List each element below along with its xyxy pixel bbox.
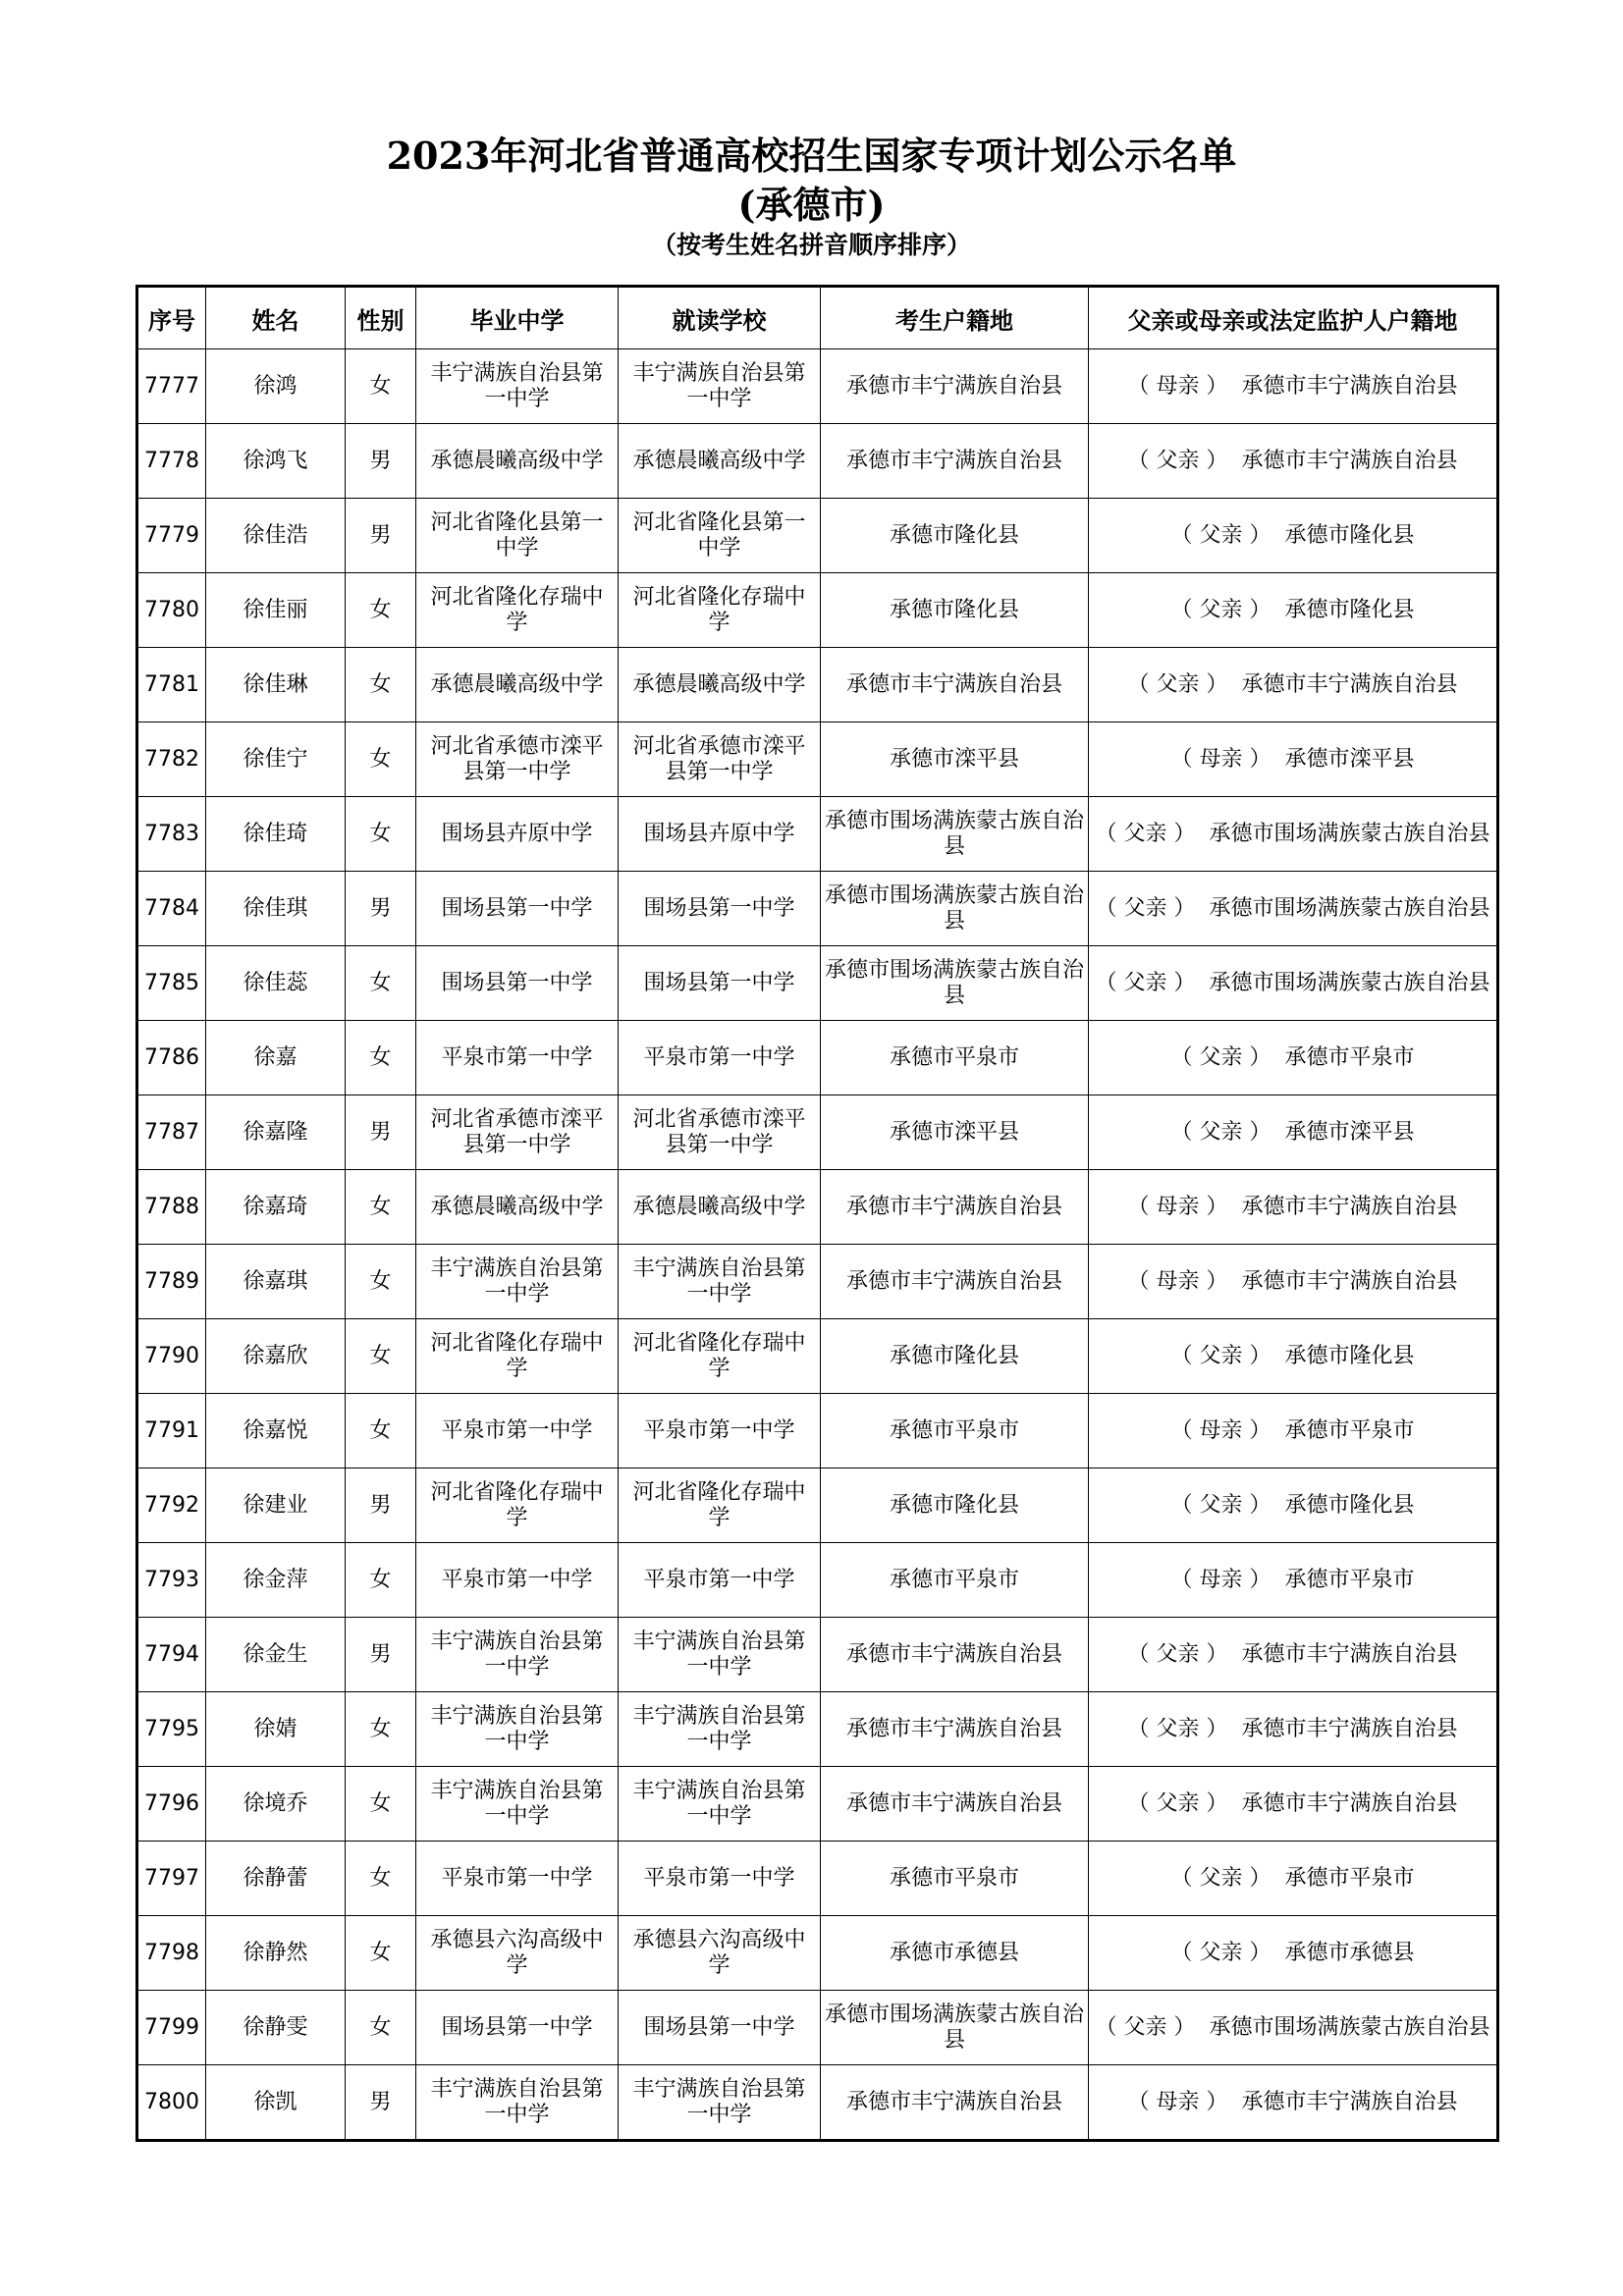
student-hukou-cell: 承德市平泉市 (821, 1842, 1089, 1916)
guardian-relation: （ 父亲 ） (1095, 821, 1196, 846)
gender-cell: 男 (346, 499, 416, 573)
guardian-hukou-cell (1089, 1021, 1498, 1095)
student-hukou-cell: 承德市隆化县 (821, 499, 1089, 573)
gender-cell: 女 (346, 1245, 416, 1319)
student-hukou-cell: 承德市隆化县 (821, 573, 1089, 648)
guardian-place: 承德市丰宁满族自治县 (1241, 1268, 1458, 1294)
current-school-cell: 河北省隆化县第一中学 (619, 499, 821, 573)
seq-cell: 7799 (137, 1991, 206, 2065)
current-school-cell: 平泉市第一中学 (619, 1021, 821, 1095)
gender-cell: 女 (346, 573, 416, 648)
guardian-place: 承德市承德县 (1284, 1940, 1415, 1965)
name-cell: 徐静雯 (206, 1991, 346, 2065)
student-hukou-cell: 承德市围场满族蒙古族自治县 (821, 797, 1089, 872)
current-school-cell: 河北省承德市滦平县第一中学 (619, 722, 821, 797)
name-cell: 徐静蕾 (206, 1842, 346, 1916)
current-school-cell: 承德县六沟高级中学 (619, 1916, 821, 1991)
table-row (137, 1170, 1498, 1245)
seq-cell: 7781 (137, 648, 206, 722)
guardian-relation: （ 母亲 ） (1127, 1268, 1228, 1294)
guardian-hukou-cell (1089, 1991, 1498, 2065)
seq-cell: 7787 (137, 1095, 206, 1170)
header-name: 姓名 (206, 287, 346, 349)
page-title: 2023年河北省普通高校招生国家专项计划公示名单 (386, 133, 1237, 178)
guardian-hukou-cell (1089, 2065, 1498, 2141)
table-row (137, 946, 1498, 1021)
gender-cell: 女 (346, 946, 416, 1021)
seq-cell: 7790 (137, 1319, 206, 1394)
name-cell: 徐境乔 (206, 1767, 346, 1842)
guardian-place: 承德市隆化县 (1284, 1492, 1415, 1518)
guardian-place: 承德市围场满族蒙古族自治县 (1209, 895, 1490, 921)
name-cell: 徐嘉琪 (206, 1245, 346, 1319)
name-cell: 徐佳琳 (206, 648, 346, 722)
gender-cell: 女 (346, 1767, 416, 1842)
student-hukou-cell: 承德市围场满族蒙古族自治县 (821, 946, 1089, 1021)
current-school-cell: 围场县第一中学 (619, 1991, 821, 2065)
guardian-place: 承德市丰宁满族自治县 (1241, 671, 1458, 697)
guardian-relation: （ 母亲 ） (1127, 1194, 1228, 1219)
guardian-place: 承德市围场满族蒙古族自治县 (1209, 970, 1490, 995)
gender-cell: 女 (346, 1842, 416, 1916)
guardian-hukou-cell (1089, 349, 1498, 424)
table-row (137, 1394, 1498, 1468)
table-row (137, 1767, 1498, 1842)
student-hukou-cell: 承德市丰宁满族自治县 (821, 349, 1089, 424)
student-hukou-cell: 承德市丰宁满族自治县 (821, 1692, 1089, 1767)
table-row (137, 1618, 1498, 1692)
guardian-hukou-cell (1089, 424, 1498, 499)
table-row (137, 1692, 1498, 1767)
guardian-place: 承德市滦平县 (1284, 1119, 1415, 1145)
gender-cell: 男 (346, 872, 416, 946)
seq-cell: 7795 (137, 1692, 206, 1767)
graduated-school-cell: 河北省隆化存瑞中学 (416, 1319, 619, 1394)
student-hukou-cell: 承德市平泉市 (821, 1394, 1089, 1468)
header-guardian-hukou: 父亲或母亲或法定监护人户籍地 (1089, 287, 1498, 349)
guardian-hukou-cell (1089, 573, 1498, 648)
graduated-school-cell: 丰宁满族自治县第一中学 (416, 1245, 619, 1319)
gender-cell: 女 (346, 1021, 416, 1095)
graduated-school-cell: 承德县六沟高级中学 (416, 1916, 619, 1991)
gender-cell: 女 (346, 1991, 416, 2065)
guardian-hukou-cell (1089, 1095, 1498, 1170)
guardian-relation: （ 父亲 ） (1127, 1790, 1228, 1816)
seq-cell: 7784 (137, 872, 206, 946)
header-current-school: 就读学校 (619, 287, 821, 349)
header-graduated-school: 毕业中学 (416, 287, 619, 349)
graduated-school-cell: 承德晨曦高级中学 (416, 1170, 619, 1245)
name-cell: 徐嘉隆 (206, 1095, 346, 1170)
gender-cell: 女 (346, 1916, 416, 1991)
sort-note: （按考生姓名拼音顺序排序） (651, 231, 971, 259)
name-cell: 徐嘉欣 (206, 1319, 346, 1394)
gender-cell: 女 (346, 1394, 416, 1468)
guardian-hukou-cell (1089, 1916, 1498, 1991)
header-seq: 序号 (137, 287, 206, 349)
graduated-school-cell: 承德晨曦高级中学 (416, 648, 619, 722)
guardian-place: 承德市围场满族蒙古族自治县 (1209, 2014, 1490, 2040)
seq-cell: 7789 (137, 1245, 206, 1319)
seq-cell: 7797 (137, 1842, 206, 1916)
student-hukou-cell: 承德市丰宁满族自治县 (821, 1170, 1089, 1245)
graduated-school-cell: 承德晨曦高级中学 (416, 424, 619, 499)
name-cell: 徐佳丽 (206, 573, 346, 648)
current-school-cell: 河北省隆化存瑞中学 (619, 1319, 821, 1394)
table-row (137, 424, 1498, 499)
guardian-place: 承德市丰宁满族自治县 (1241, 2089, 1458, 2114)
gender-cell: 男 (346, 1095, 416, 1170)
seq-cell: 7792 (137, 1468, 206, 1543)
guardian-relation: （ 父亲 ） (1170, 597, 1271, 622)
guardian-relation: （ 父亲 ） (1127, 448, 1228, 473)
gender-cell: 男 (346, 1468, 416, 1543)
seq-cell: 7793 (137, 1543, 206, 1618)
guardian-place: 承德市隆化县 (1284, 597, 1415, 622)
graduated-school-cell: 围场县第一中学 (416, 1991, 619, 2065)
graduated-school-cell: 河北省承德市滦平县第一中学 (416, 722, 619, 797)
graduated-school-cell: 河北省隆化存瑞中学 (416, 573, 619, 648)
roster-table (135, 285, 1499, 2142)
guardian-relation: （ 母亲 ） (1127, 373, 1228, 399)
guardian-place: 承德市丰宁满族自治县 (1241, 448, 1458, 473)
guardian-hukou-cell (1089, 1842, 1498, 1916)
name-cell: 徐建业 (206, 1468, 346, 1543)
table-row (137, 1021, 1498, 1095)
guardian-place: 承德市滦平县 (1284, 746, 1415, 772)
guardian-relation: （ 父亲 ） (1095, 970, 1196, 995)
seq-cell: 7778 (137, 424, 206, 499)
student-hukou-cell: 承德市承德县 (821, 1916, 1089, 1991)
graduated-school-cell: 丰宁满族自治县第一中学 (416, 1767, 619, 1842)
student-hukou-cell: 承德市丰宁满族自治县 (821, 1618, 1089, 1692)
gender-cell: 女 (346, 1170, 416, 1245)
guardian-hukou-cell (1089, 1543, 1498, 1618)
name-cell: 徐佳琪 (206, 872, 346, 946)
guardian-relation: （ 父亲 ） (1095, 895, 1196, 921)
graduated-school-cell: 平泉市第一中学 (416, 1021, 619, 1095)
guardian-relation: （ 父亲 ） (1127, 671, 1228, 697)
seq-cell: 7800 (137, 2065, 206, 2141)
table-row (137, 1468, 1498, 1543)
guardian-hukou-cell (1089, 1319, 1498, 1394)
guardian-relation: （ 父亲 ） (1170, 1343, 1271, 1368)
gender-cell: 女 (346, 648, 416, 722)
guardian-relation: （ 母亲 ） (1170, 746, 1271, 772)
student-hukou-cell: 承德市围场满族蒙古族自治县 (821, 872, 1089, 946)
student-hukou-cell: 承德市丰宁满族自治县 (821, 2065, 1089, 2141)
guardian-relation: （ 父亲 ） (1127, 1716, 1228, 1741)
guardian-place: 承德市平泉市 (1284, 1865, 1415, 1891)
seq-cell: 7785 (137, 946, 206, 1021)
gender-cell: 女 (346, 722, 416, 797)
guardian-place: 承德市围场满族蒙古族自治县 (1209, 821, 1490, 846)
table-row (137, 1916, 1498, 1991)
student-hukou-cell: 承德市隆化县 (821, 1319, 1089, 1394)
name-cell: 徐嘉悦 (206, 1394, 346, 1468)
name-cell: 徐嘉琦 (206, 1170, 346, 1245)
current-school-cell: 承德晨曦高级中学 (619, 424, 821, 499)
current-school-cell: 丰宁满族自治县第一中学 (619, 2065, 821, 2141)
guardian-hukou-cell (1089, 946, 1498, 1021)
table-row (137, 1319, 1498, 1394)
table-row (137, 1991, 1498, 2065)
graduated-school-cell: 围场县第一中学 (416, 946, 619, 1021)
current-school-cell: 围场县第一中学 (619, 872, 821, 946)
guardian-hukou-cell (1089, 1245, 1498, 1319)
seq-cell: 7786 (137, 1021, 206, 1095)
guardian-hukou-cell (1089, 1468, 1498, 1543)
graduated-school-cell: 平泉市第一中学 (416, 1842, 619, 1916)
guardian-place: 承德市平泉市 (1284, 1567, 1415, 1592)
student-hukou-cell: 承德市滦平县 (821, 722, 1089, 797)
current-school-cell: 平泉市第一中学 (619, 1394, 821, 1468)
name-cell: 徐佳蕊 (206, 946, 346, 1021)
guardian-hukou-cell (1089, 1394, 1498, 1468)
current-school-cell: 平泉市第一中学 (619, 1543, 821, 1618)
seq-cell: 7780 (137, 573, 206, 648)
graduated-school-cell: 平泉市第一中学 (416, 1543, 619, 1618)
guardian-hukou-cell (1089, 1618, 1498, 1692)
table-row (137, 1245, 1498, 1319)
current-school-cell: 围场县卉原中学 (619, 797, 821, 872)
name-cell: 徐金生 (206, 1618, 346, 1692)
graduated-school-cell: 丰宁满族自治县第一中学 (416, 349, 619, 424)
current-school-cell: 丰宁满族自治县第一中学 (619, 1767, 821, 1842)
guardian-relation: （ 父亲 ） (1127, 1641, 1228, 1667)
seq-cell: 7791 (137, 1394, 206, 1468)
student-hukou-cell: 承德市丰宁满族自治县 (821, 1767, 1089, 1842)
guardian-place: 承德市平泉市 (1284, 1417, 1415, 1443)
guardian-relation: （ 父亲 ） (1170, 1044, 1271, 1070)
table-header-row (137, 287, 1498, 349)
guardian-relation: （ 父亲 ） (1170, 1119, 1271, 1145)
guardian-place: 承德市丰宁满族自治县 (1241, 373, 1458, 399)
table-row (137, 722, 1498, 797)
guardian-place: 承德市隆化县 (1284, 1343, 1415, 1368)
guardian-place: 承德市丰宁满族自治县 (1241, 1194, 1458, 1219)
graduated-school-cell: 围场县卉原中学 (416, 797, 619, 872)
current-school-cell: 围场县第一中学 (619, 946, 821, 1021)
name-cell: 徐金萍 (206, 1543, 346, 1618)
guardian-place: 承德市隆化县 (1284, 522, 1415, 548)
guardian-hukou-cell (1089, 648, 1498, 722)
graduated-school-cell: 围场县第一中学 (416, 872, 619, 946)
name-cell: 徐佳宁 (206, 722, 346, 797)
gender-cell: 女 (346, 1319, 416, 1394)
name-cell: 徐佳琦 (206, 797, 346, 872)
gender-cell: 女 (346, 349, 416, 424)
current-school-cell: 丰宁满族自治县第一中学 (619, 1692, 821, 1767)
table-row (137, 499, 1498, 573)
name-cell: 徐凯 (206, 2065, 346, 2141)
seq-cell: 7783 (137, 797, 206, 872)
current-school-cell: 河北省隆化存瑞中学 (619, 1468, 821, 1543)
seq-cell: 7796 (137, 1767, 206, 1842)
guardian-relation: （ 父亲 ） (1095, 2014, 1196, 2040)
current-school-cell: 平泉市第一中学 (619, 1842, 821, 1916)
guardian-hukou-cell (1089, 797, 1498, 872)
table-row (137, 648, 1498, 722)
seq-cell: 7779 (137, 499, 206, 573)
gender-cell: 女 (346, 1543, 416, 1618)
guardian-hukou-cell (1089, 1170, 1498, 1245)
table-row (137, 1842, 1498, 1916)
student-hukou-cell: 承德市围场满族蒙古族自治县 (821, 1991, 1089, 2065)
student-hukou-cell: 承德市隆化县 (821, 1468, 1089, 1543)
graduated-school-cell: 丰宁满族自治县第一中学 (416, 1692, 619, 1767)
current-school-cell: 丰宁满族自治县第一中学 (619, 1245, 821, 1319)
graduated-school-cell: 河北省隆化存瑞中学 (416, 1468, 619, 1543)
table-row (137, 1543, 1498, 1618)
guardian-hukou-cell (1089, 722, 1498, 797)
student-hukou-cell: 承德市丰宁满族自治县 (821, 648, 1089, 722)
graduated-school-cell: 丰宁满族自治县第一中学 (416, 1618, 619, 1692)
page-subtitle: (承德市) (737, 183, 886, 227)
table-row (137, 1095, 1498, 1170)
guardian-relation: （ 母亲 ） (1170, 1567, 1271, 1592)
seq-cell: 7794 (137, 1618, 206, 1692)
table-row (137, 349, 1498, 424)
guardian-relation: （ 父亲 ） (1170, 1865, 1271, 1891)
name-cell: 徐嘉 (206, 1021, 346, 1095)
student-hukou-cell: 承德市平泉市 (821, 1543, 1089, 1618)
graduated-school-cell: 丰宁满族自治县第一中学 (416, 2065, 619, 2141)
guardian-place: 承德市丰宁满族自治县 (1241, 1641, 1458, 1667)
table-row (137, 872, 1498, 946)
guardian-place: 承德市丰宁满族自治县 (1241, 1790, 1458, 1816)
graduated-school-cell: 河北省承德市滦平县第一中学 (416, 1095, 619, 1170)
current-school-cell: 河北省承德市滦平县第一中学 (619, 1095, 821, 1170)
name-cell: 徐鸿 (206, 349, 346, 424)
seq-cell: 7782 (137, 722, 206, 797)
guardian-relation: （ 父亲 ） (1170, 522, 1271, 548)
table-body (137, 349, 1498, 2141)
seq-cell: 7788 (137, 1170, 206, 1245)
guardian-place: 承德市丰宁满族自治县 (1241, 1716, 1458, 1741)
guardian-hukou-cell (1089, 872, 1498, 946)
guardian-relation: （ 父亲 ） (1170, 1940, 1271, 1965)
graduated-school-cell: 河北省隆化县第一中学 (416, 499, 619, 573)
header-student-hukou: 考生户籍地 (821, 287, 1089, 349)
name-cell: 徐婧 (206, 1692, 346, 1767)
gender-cell: 男 (346, 1618, 416, 1692)
gender-cell: 男 (346, 2065, 416, 2141)
current-school-cell: 承德晨曦高级中学 (619, 648, 821, 722)
guardian-hukou-cell (1089, 499, 1498, 573)
guardian-relation: （ 父亲 ） (1170, 1492, 1271, 1518)
current-school-cell: 承德晨曦高级中学 (619, 1170, 821, 1245)
table-row (137, 797, 1498, 872)
student-hukou-cell: 承德市丰宁满族自治县 (821, 1245, 1089, 1319)
table-row (137, 573, 1498, 648)
guardian-relation: （ 母亲 ） (1170, 1417, 1271, 1443)
name-cell: 徐鸿飞 (206, 424, 346, 499)
guardian-hukou-cell (1089, 1767, 1498, 1842)
student-hukou-cell: 承德市滦平县 (821, 1095, 1089, 1170)
current-school-cell: 河北省隆化存瑞中学 (619, 573, 821, 648)
name-cell: 徐佳浩 (206, 499, 346, 573)
guardian-hukou-cell (1089, 1692, 1498, 1767)
gender-cell: 女 (346, 1692, 416, 1767)
gender-cell: 女 (346, 797, 416, 872)
seq-cell: 7777 (137, 349, 206, 424)
gender-cell: 男 (346, 424, 416, 499)
graduated-school-cell: 平泉市第一中学 (416, 1394, 619, 1468)
name-cell: 徐静然 (206, 1916, 346, 1991)
seq-cell: 7798 (137, 1916, 206, 1991)
student-hukou-cell: 承德市平泉市 (821, 1021, 1089, 1095)
current-school-cell: 丰宁满族自治县第一中学 (619, 1618, 821, 1692)
student-hukou-cell: 承德市丰宁满族自治县 (821, 424, 1089, 499)
guardian-relation: （ 母亲 ） (1127, 2089, 1228, 2114)
header-gender: 性别 (346, 287, 416, 349)
table-row (137, 2065, 1498, 2141)
current-school-cell: 丰宁满族自治县第一中学 (619, 349, 821, 424)
guardian-place: 承德市平泉市 (1284, 1044, 1415, 1070)
